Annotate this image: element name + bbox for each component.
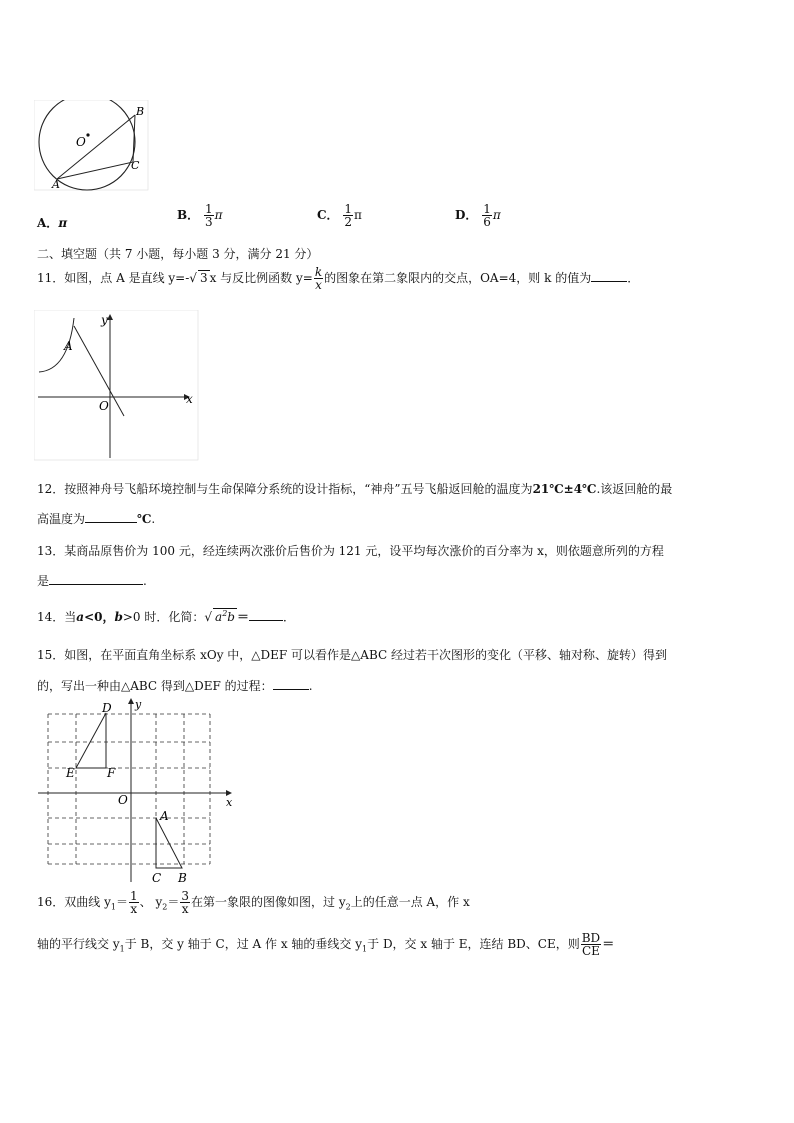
q12-answer-blank[interactable] [85,512,137,523]
q12-text-a: 按照神舟号飞船环境控制与生命保障分系统的设计指标，“神舟”五号飞船返回舱的温度为 [64,482,533,496]
q14-cond-b-rel: >0 时．化简： [122,610,205,624]
center-point [86,133,89,136]
q16-text [37,890,470,915]
option-c-fraction [343,203,353,228]
q12-end: . [151,512,156,526]
y-axis-arrow [107,314,113,320]
option-b-fraction [204,203,214,228]
triangle-def [76,713,106,768]
q16-ratio-den: CE [581,944,600,958]
q11-answer-blank[interactable] [591,271,627,282]
q16-ratio-num: BD [581,931,601,945]
q13-line2-text: 是 [37,574,50,588]
triangle-abc [156,818,182,868]
q16-ratio [581,932,601,957]
q16-line2-b: 于 B，交 y 轴于 C，过 A 作 x 轴的垂线交 y [124,937,363,951]
option-c-num: 1 [344,202,353,216]
q15-text [37,646,667,663]
q13-text [37,542,664,559]
q14-answer-blank[interactable] [249,610,283,621]
label-c: C [131,159,140,172]
q13-end: . [143,574,147,588]
option-c-den: 2 [344,215,353,229]
option-c-letter: C． [317,208,339,222]
q14-cond-a-rel: <0， [84,610,115,624]
q12-text-b: .该返回舱的最 [596,482,673,496]
option-a [37,214,67,231]
label-o: O [118,793,128,807]
q16-sub2: 2 [162,902,168,912]
label-x: x [226,796,233,809]
q14-rad-b: b [227,610,235,624]
label-a: A [52,178,60,191]
q15-line2 [37,677,313,694]
q15-grid-figure [36,696,240,888]
label-c: C [152,871,162,885]
chord-ab [57,115,135,179]
option-b [177,203,223,228]
q16-f2-den: x [181,902,189,916]
q11-text-b: x 与反比例函数 y= [209,271,313,285]
q14-radicand [213,608,237,624]
q14-end: ． [283,610,296,624]
q16-number: 16． [37,895,65,909]
q16-ratio-eq: ＝ [602,937,615,951]
q14-rad-a: a [215,610,223,624]
q11-frac-num: k [314,265,323,279]
label-y: y [101,313,108,327]
q16-text-a: 双曲线 y [64,895,111,909]
section-heading: 二、填空题（共 7 小题，每小题 3 分，满分 21 分） [37,247,319,261]
q16-sub3: 2 [345,902,351,912]
option-c [317,203,362,228]
q16-line2 [37,932,614,957]
q16-sub5: 1 [362,944,368,954]
option-b-num: 1 [204,202,213,216]
q14-cond-a: a [76,610,85,624]
q16-eq1: ＝ [115,895,128,909]
label-b: B [178,871,187,885]
q16-line2-a: 轴的平行线交 y [37,937,120,951]
q16-eq2: ＝ [167,895,180,909]
option-a-letter: A． [37,216,59,230]
q16-line2-c: 于 D，交 x 轴于 E，连结 BD、CE，则 [367,937,580,951]
q14-sqrt-sign: √ [204,610,213,624]
q11-frac-den: x [315,278,322,292]
label-e: E [66,766,75,780]
option-d-letter: D． [455,208,478,222]
q11-text-a: 如图，点 A 是直线 y=- [64,271,190,285]
q13-number: 13． [37,544,65,558]
q14-cond-b: b [114,610,123,624]
option-a-value: π [58,216,68,230]
q12-line2 [37,510,155,527]
option-d-num: 1 [483,202,491,216]
q16-text-b: 在第一象限的图像如图，过 y [191,895,346,909]
q12-unit: ℃ [137,512,152,526]
label-o: O [99,399,109,413]
q12-line2-text: 高温度为 [37,512,86,526]
label-a: A [160,809,169,823]
dashed-grid [48,714,210,864]
label-x: x [186,392,193,406]
q16-text-c: 上的任意一点 A，作 x [350,895,470,909]
q11-text-c: 的图象在第二象限内的交点，OA=4，则 k 的值为 [324,271,592,285]
option-d-fraction [482,203,492,228]
q16-sub1: 1 [110,902,116,912]
option-d-suffix: π [492,208,501,222]
q14-text [37,608,295,625]
q16-f1-den: x [130,902,138,916]
q13-answer-blank[interactable] [49,574,143,585]
label-o: O [76,135,86,149]
q16-f1-num: 1 [130,889,138,903]
option-b-letter: B． [177,208,200,222]
label-b: B [136,105,145,118]
q12-text [37,480,672,497]
q15-text-a: 如图，在平面直角坐标系 xOy 中，△DEF 可以看作是△ABC 经过若干次图形的变化（平移、轴对称、旋转）得到 [64,648,667,662]
q10-options [37,203,757,239]
q14-equals: ＝ [236,610,249,624]
q15-answer-blank[interactable] [273,679,309,690]
q16-fraction-2 [180,890,190,915]
option-c-suffix: π [354,208,362,222]
label-f: F [107,766,116,780]
q11-sqrt-sign: √ [189,271,197,285]
q16-sub4: 1 [119,944,125,954]
option-d [455,203,501,228]
q12-temp: 21℃±4℃ [532,482,597,496]
q16-fraction-1 [129,890,139,915]
y-axis-arrow [128,698,134,704]
chord-ac [57,162,133,179]
q14-text-a: 当 [64,610,77,624]
circle-outline [39,100,135,190]
label-d: D [102,701,112,715]
q11-end: ． [627,271,640,285]
q11-number: 11． [37,271,65,285]
q16-sep: 、 y [139,895,163,909]
q12-number: 12． [37,482,65,496]
circle-figure [34,100,154,192]
q11-figure [34,310,200,462]
label-a: A [64,339,73,353]
q16-f2-num: 3 [181,889,189,903]
q15-number: 15． [37,648,65,662]
option-d-den: 6 [483,215,491,229]
q13-line2 [37,572,147,589]
q11-text [37,266,639,291]
q15-line2-text: 的，写出一种由△ABC 得到△DEF 的过程： [37,679,273,693]
q14-rad-exp: 2 [222,609,228,618]
q14-number: 14． [37,610,65,624]
option-b-den: 3 [204,215,213,229]
q11-fraction [314,266,323,291]
q11-sqrt-arg: 3 [199,271,208,285]
q15-end: . [308,679,313,693]
label-y: y [135,698,142,711]
option-b-suffix: π [214,208,223,222]
q13-text-a: 某商品原售价为 100 元，经连续两次涨价后售价为 121 元，设平均每次涨价的百分率为 x，则依题意所列的方程 [64,544,664,558]
